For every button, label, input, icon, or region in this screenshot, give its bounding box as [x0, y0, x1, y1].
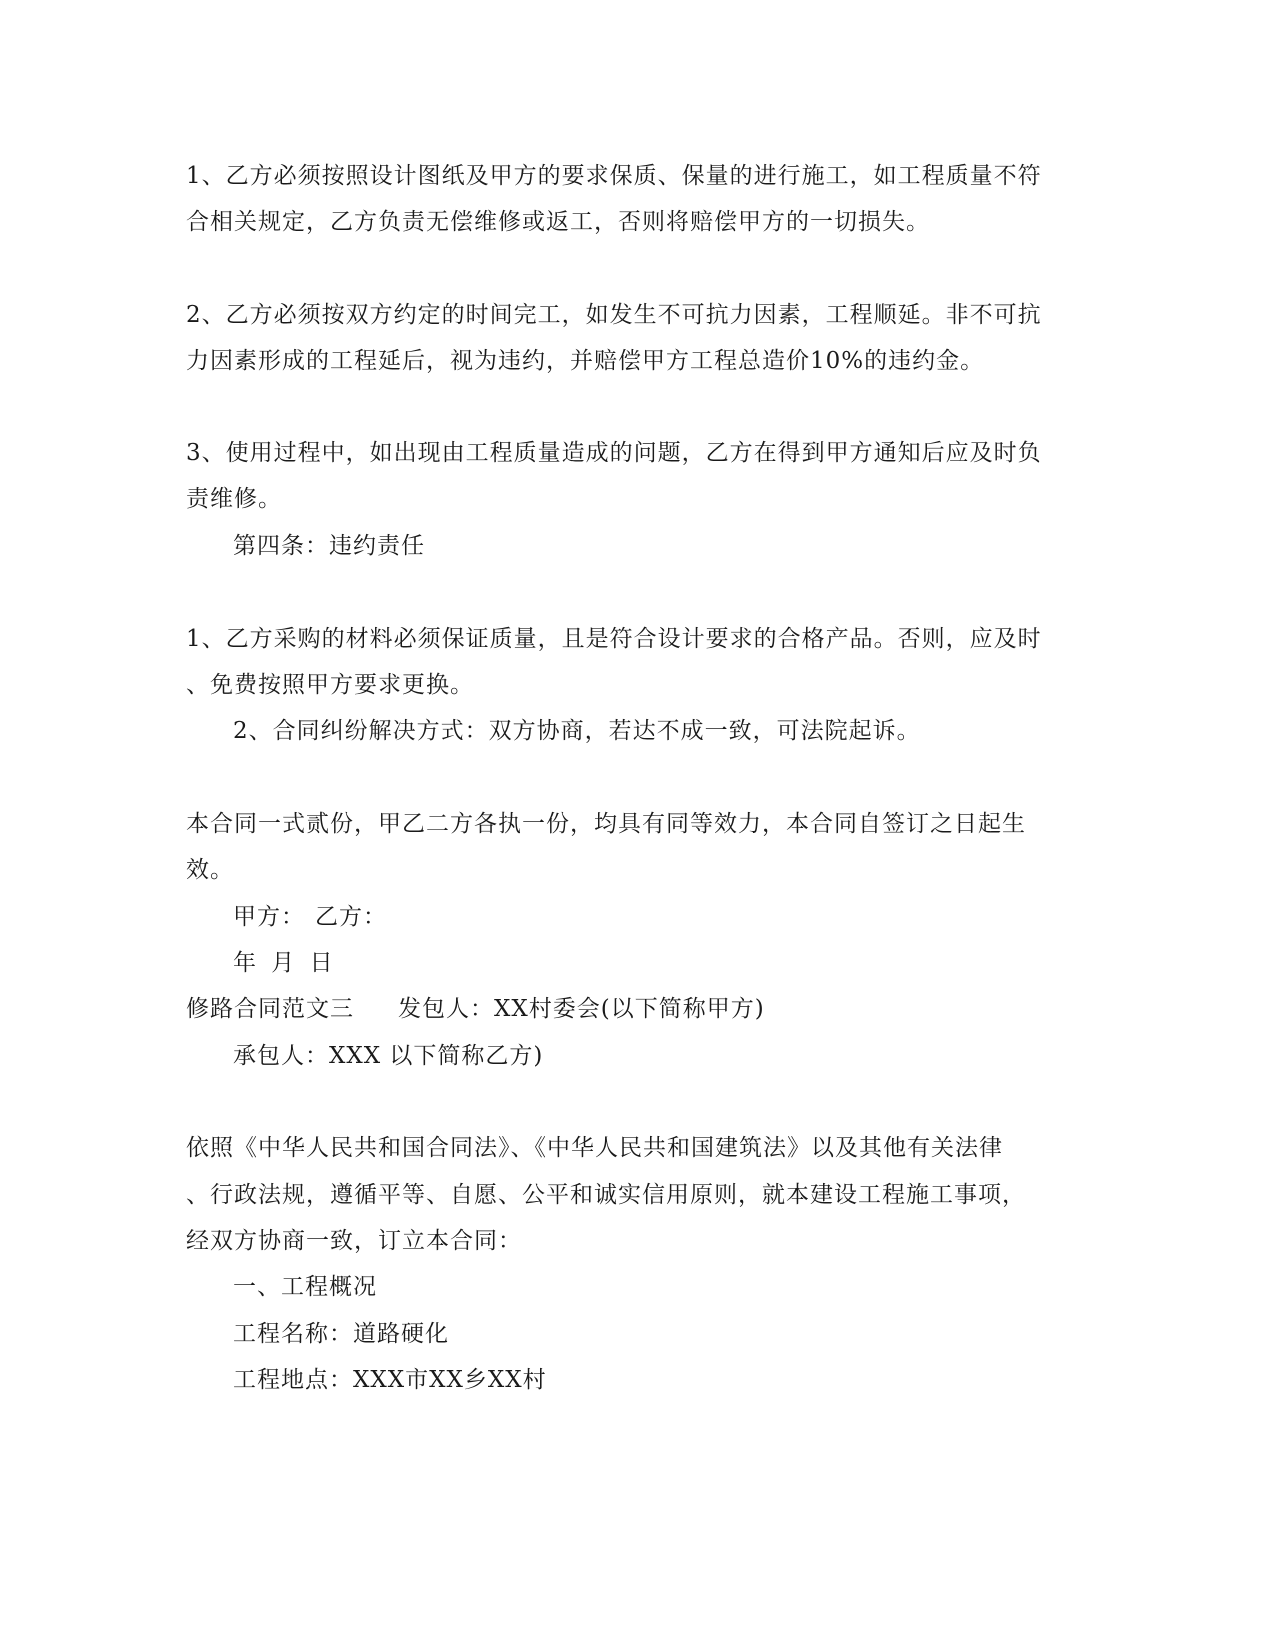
signature-parties	[233, 902, 387, 932]
copies-clause-line-2: 效。	[186, 857, 234, 883]
clause-2-line-2: 力因素形成的工程延后，视为违约，并赔偿甲方工程总造价10%的违约金。	[186, 348, 985, 374]
clause-1-line-2: 合相关规定，乙方负责无偿维修或返工，否则将赔偿甲方的一切损失。	[186, 209, 930, 235]
signature-party-a: 甲方：	[233, 904, 305, 930]
project-location: 工程地点：XXX市XX乡XX村	[233, 1367, 547, 1393]
sample-3-title: 修路合同范文三	[186, 996, 354, 1022]
project-name: 工程名称：道路硬化	[233, 1321, 449, 1347]
signature-party-b: 乙方：	[315, 904, 387, 930]
sample-3-title-row	[186, 994, 765, 1024]
copies-clause-line-1: 本合同一式贰份，甲乙二方各执一份，均具有同等效力，本合同自签订之日起生	[186, 811, 1026, 837]
article-4-heading: 第四条：违约责任	[233, 533, 425, 559]
preamble-line-1: 依照《中华人民共和国合同法》、《中华人民共和国建筑法》以及其他有关法律	[186, 1135, 1003, 1161]
clause-2-line-1: 2、乙方必须按双方约定的时间完工，如发生不可抗力因素，工程顺延。非不可抗	[186, 302, 1042, 328]
employer-line: 发包人：XX村委会(以下简称甲方)	[398, 996, 765, 1022]
clause-3-line-1: 3、使用过程中，如出现由工程质量造成的问题，乙方在得到甲方通知后应及时负	[186, 440, 1042, 466]
contractor-line: 承包人：XXX 以下简称乙方)	[233, 1043, 544, 1069]
liability-1-line-2: 、免费按照甲方要求更换。	[186, 672, 474, 698]
liability-2: 2、合同纠纷解决方式：双方协商，若达不成一致，可法院起诉。	[233, 718, 921, 744]
clause-1-line-1: 1、乙方必须按照设计图纸及甲方的要求保质、保量的进行施工，如工程质量不符	[186, 163, 1042, 189]
clause-3-line-2: 责维修。	[186, 486, 282, 512]
signature-date: 年 月 日	[233, 950, 334, 976]
section-1-heading: 一、工程概况	[233, 1274, 377, 1300]
preamble-line-2: 、行政法规，遵循平等、自愿、公平和诚实信用原则，就本建设工程施工事项，	[186, 1182, 1026, 1208]
liability-1-line-1: 1、乙方采购的材料必须保证质量，且是符合设计要求的合格产品。否则，应及时	[186, 626, 1042, 652]
preamble-line-3: 经双方协商一致，订立本合同：	[186, 1228, 522, 1254]
